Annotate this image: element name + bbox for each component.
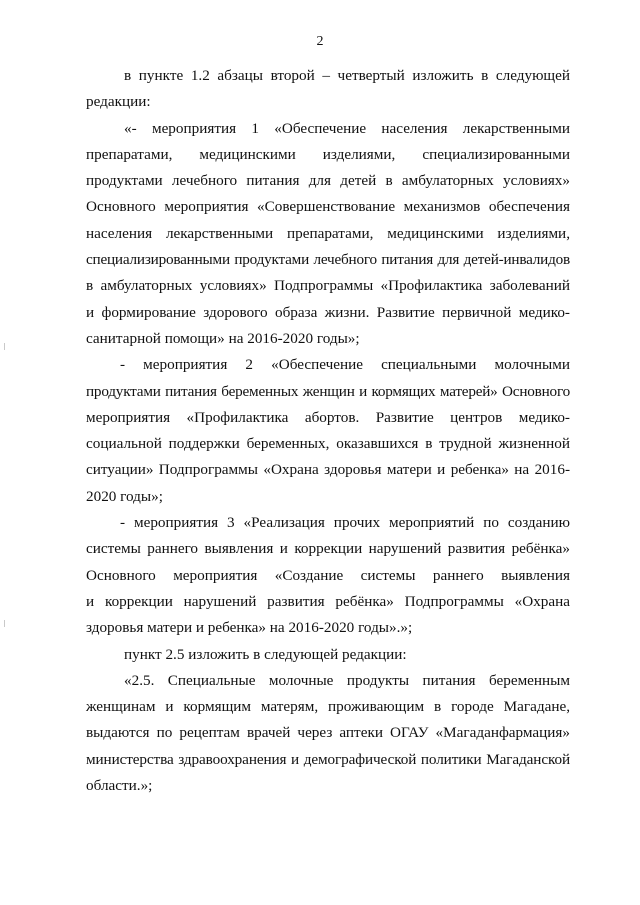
document-body [86,63,570,799]
scan-edge-mark [4,620,5,627]
text-line: Основного мероприятия «Создание системы раннего выявления [86,566,570,584]
text-line: населения лекарственными препаратами, медицинскими изделиями, [86,224,570,242]
text-line: в пункте 1.2 абзацы второй – четвертый изложить в следующей [124,67,570,84]
text-line: здоровья матери и ребенка» на 2016-2020 годы».»; [86,619,413,637]
text-line: и коррекции нарушений развития ребёнка» Подпрограммы «Охрана [86,592,570,610]
text-line: специализированными продуктами лечебного питания для детей-инвалидов [86,251,570,269]
text-line: Основного мероприятия «Совершенствование механизмов обеспечения [86,198,570,216]
text-line: «- мероприятия 1 «Обеспечение населения лекарственными [124,119,570,137]
text-line: - мероприятия 2 «Обеспечение специальными молочными [120,356,570,374]
text-line: продуктами питания беременных женщин и кормящих матерей» Основного [86,382,570,400]
text-line: ситуации» Подпрограммы «Охрана здоровья матери и ребенка» на 2016- [86,461,570,479]
text-line: области.»; [86,777,153,795]
text-line: санитарной помощи» на 2016-2020 годы»; [86,329,360,347]
text-line: препаратами, медицинскими изделиями, специализированными [86,145,570,163]
text-line: - мероприятия 3 «Реализация прочих мероприятий по созданию [120,514,570,532]
text-line: пункт 2.5 изложить в следующей редакции: [124,645,407,663]
text-line: выдаются по рецептам врачей через аптеки ОГАУ «Магаданфармация» [86,724,570,742]
text-line: редакции: [86,93,151,111]
text-line: продуктами лечебного питания для детей в амбулаторных условиях» [86,172,570,190]
text-line: 2020 годы»; [86,487,163,505]
scan-edge-mark [4,343,5,350]
text-line: социальной поддержки беременных, оказавшихся в трудной жизненной [86,435,570,453]
text-line: и формирование здорового образа жизни. Развитие первичной медико- [86,303,570,321]
text-line: мероприятия «Профилактика абортов. Развитие центров медико- [86,408,570,426]
text-line: министерства здравоохранения и демографической политики Магаданской [86,750,570,768]
text-line: в амбулаторных условиях» Подпрограммы «Профилактика заболеваний [86,277,570,295]
text-line: «2.5. Специальные молочные продукты питания беременным [124,671,570,689]
text-line: женщинам и кормящим матерям, проживающим в городе Магадане, [86,698,570,716]
page-number: 2 [316,34,324,49]
text-line: системы раннего выявления и коррекции нарушений развития ребёнка» [86,540,570,558]
